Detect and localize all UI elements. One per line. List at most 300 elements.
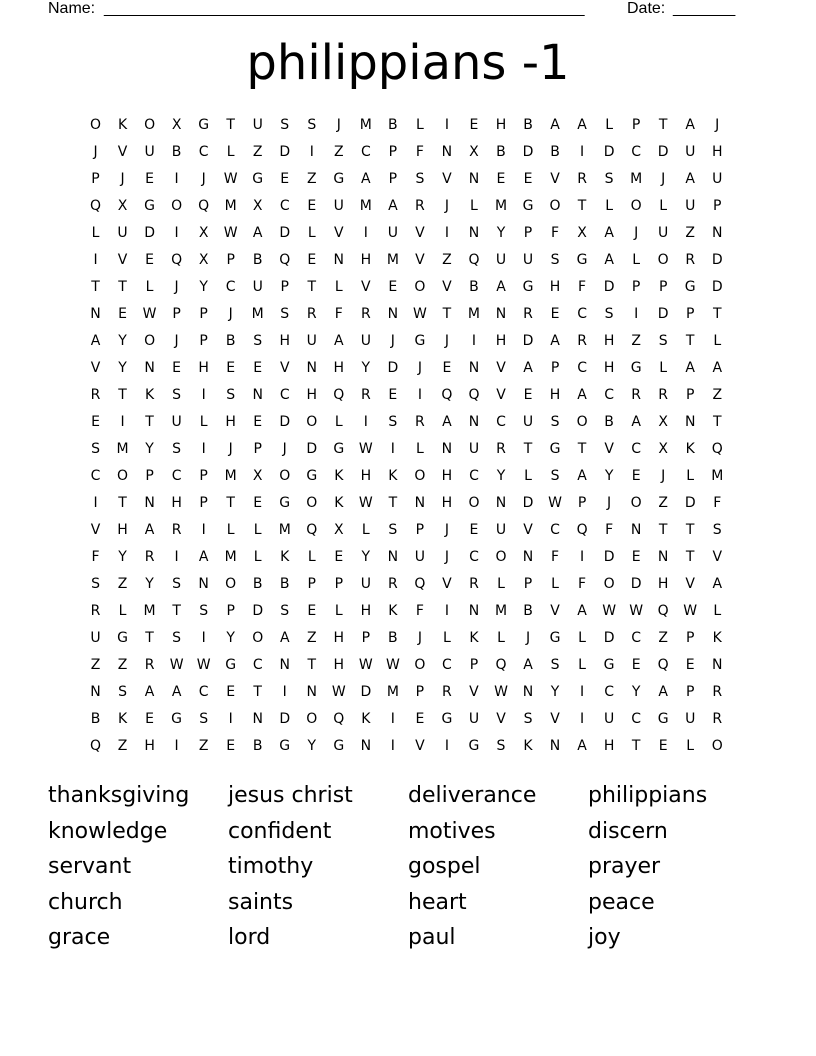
grid-letter: N (441, 440, 453, 457)
grid-letter: J (444, 521, 449, 538)
grid-letter: D (603, 629, 615, 646)
grid-letter: J (444, 548, 449, 565)
grid-letter: B (388, 116, 398, 133)
grid-letter: Z (90, 656, 101, 673)
grid-letter: U (252, 278, 263, 295)
grid-letter: V (90, 359, 101, 376)
grid-letter: M (116, 440, 129, 457)
grid-letter: E (388, 278, 398, 295)
grid-letter: M (143, 602, 156, 619)
grid-letter: A (523, 359, 533, 376)
grid-letter: O (90, 116, 102, 133)
grid-letter: V (361, 278, 371, 295)
grid-letter: D (522, 332, 534, 349)
grid-letter: H (549, 386, 561, 403)
grid-letter: I (363, 413, 368, 430)
grid-letter: O (225, 575, 237, 592)
grid-letter: B (388, 629, 398, 646)
grid-letter: C (279, 386, 290, 403)
grid-letter: K (280, 548, 290, 565)
grid-letter: Y (199, 278, 208, 295)
grid-letter: T (658, 521, 668, 538)
grid-letter: A (198, 548, 209, 565)
grid-letter: G (603, 656, 615, 673)
grid-letter: M (494, 197, 508, 214)
grid-letter: L (605, 116, 614, 133)
grid-letter: Z (442, 251, 452, 268)
grid-letter: W (331, 683, 346, 700)
grid-letter: T (685, 332, 695, 349)
grid-letter: D (603, 278, 615, 295)
grid-letter: D (630, 575, 642, 592)
grid-letter: L (91, 224, 100, 241)
grid-letter: Z (117, 737, 128, 754)
grid-letter: E (91, 413, 100, 430)
grid-letter: T (658, 116, 668, 133)
grid-letter: X (198, 224, 209, 241)
grid-letter: I (93, 251, 98, 268)
grid-letter: C (90, 467, 101, 484)
grid-letter: N (306, 683, 317, 700)
grid-letter: G (117, 629, 128, 646)
grid-letter: O (495, 548, 507, 565)
grid-letter: H (117, 521, 128, 538)
grid-letter: M (359, 116, 372, 133)
grid-letter: H (225, 413, 236, 430)
grid-letter: R (577, 332, 587, 349)
grid-letter: S (712, 521, 722, 538)
grid-letter: I (201, 521, 206, 538)
grid-row (82, 138, 732, 165)
grid-letter: Y (118, 359, 127, 376)
grid-letter: T (442, 305, 452, 322)
grid-letter: T (577, 197, 587, 214)
grid-letter: M (251, 305, 264, 322)
grid-letter: W (169, 656, 184, 673)
grid-letter: K (712, 629, 722, 646)
grid-letter: U (387, 224, 398, 241)
grid-letter: T (685, 521, 695, 538)
grid-row (82, 435, 732, 462)
grid-letter: A (712, 575, 723, 592)
grid-letter: O (468, 494, 480, 511)
grid-letter: V (523, 521, 533, 538)
grid-letter: X (117, 197, 128, 214)
grid-letter: N (657, 548, 669, 565)
grid-letter: T (307, 278, 317, 295)
grid-letter: I (444, 116, 449, 133)
grid-letter: Q (495, 656, 507, 673)
grid-letter: G (144, 197, 155, 214)
word-list-item: peace (588, 889, 655, 915)
grid-letter: P (415, 521, 425, 538)
grid-letter: Y (118, 548, 127, 565)
grid-letter: W (223, 224, 238, 241)
grid-letter: X (469, 143, 479, 160)
grid-letter: H (360, 467, 372, 484)
grid-letter: N (252, 710, 263, 727)
grid-letter: U (685, 710, 696, 727)
grid-letter: A (550, 332, 560, 349)
grid-letter: A (577, 467, 587, 484)
grid-letter: J (201, 170, 206, 187)
grid-letter: C (225, 278, 236, 295)
grid-letter: X (577, 224, 587, 241)
grid-letter: H (495, 332, 507, 349)
grid-letter: J (120, 170, 125, 187)
grid-letter: E (226, 359, 236, 376)
grid-letter: I (390, 737, 395, 754)
grid-letter: R (171, 521, 182, 538)
grid-letter: V (90, 521, 101, 538)
grid-letter: V (550, 710, 560, 727)
grid-letter: O (630, 494, 642, 511)
grid-letter: Q (90, 197, 102, 214)
grid-row (82, 381, 732, 408)
grid-letter: P (631, 116, 641, 133)
grid-letter: N (198, 575, 209, 592)
grid-letter: P (172, 305, 181, 322)
grid-letter: C (279, 197, 290, 214)
grid-letter: H (603, 332, 615, 349)
grid-letter: G (333, 440, 345, 457)
grid-letter: D (657, 305, 669, 322)
grid-letter: U (522, 251, 534, 268)
grid-letter: L (578, 629, 586, 646)
grid-letter: B (252, 575, 263, 592)
grid-letter: V (442, 278, 452, 295)
grid-letter: Z (685, 224, 695, 241)
grid-letter: O (603, 575, 615, 592)
grid-letter: P (685, 683, 695, 700)
grid-letter: S (91, 440, 100, 457)
grid-letter: O (306, 494, 318, 511)
grid-letter: M (630, 170, 643, 187)
grid-letter: Z (306, 170, 317, 187)
grid-letter: H (306, 386, 318, 403)
grid-letter: E (145, 710, 154, 727)
grid-letter: U (333, 197, 344, 214)
word-list-item: heart (408, 889, 467, 915)
grid-letter: U (658, 224, 669, 241)
grid-letter: S (172, 440, 182, 457)
grid-letter: I (363, 224, 368, 241)
word-list-item: saints (228, 889, 294, 915)
grid-letter: E (388, 386, 398, 403)
grid-letter: P (280, 278, 289, 295)
grid-row (82, 651, 732, 678)
grid-row (82, 327, 732, 354)
grid-letter: C (577, 359, 587, 376)
grid-letter: W (358, 656, 373, 673)
grid-letter: V (604, 440, 614, 457)
grid-letter: K (117, 116, 128, 133)
grid-letter: N (414, 494, 426, 511)
grid-letter: A (550, 116, 560, 133)
grid-letter: L (551, 575, 559, 592)
grid-letter: B (225, 332, 236, 349)
name-label: Name: (48, 0, 96, 17)
grid-letter: L (415, 440, 424, 457)
grid-letter: P (199, 467, 208, 484)
grid-letter: N (711, 224, 723, 241)
grid-letter: N (252, 386, 263, 403)
grid-letter: R (360, 386, 371, 403)
grid-letter: T (91, 278, 100, 295)
name-blank: ______________________________________________________ (104, 0, 585, 17)
grid-letter: G (441, 710, 453, 727)
grid-letter: E (253, 494, 263, 511)
grid-letter: E (172, 359, 182, 376)
grid-row (82, 354, 732, 381)
grid-letter: A (144, 521, 155, 538)
grid-letter: J (417, 359, 422, 376)
grid-letter: Q (441, 386, 453, 403)
grid-letter: A (577, 602, 587, 619)
grid-letter: C (171, 467, 182, 484)
grid-letter: A (604, 251, 614, 268)
grid-letter: E (334, 548, 344, 565)
grid-letter: B (523, 116, 533, 133)
grid-letter: E (550, 305, 560, 322)
grid-letter: J (282, 440, 287, 457)
grid-letter: P (388, 143, 398, 160)
grid-letter: X (658, 413, 668, 430)
grid-letter: V (117, 143, 128, 160)
grid-letter: O (711, 737, 723, 754)
grid-letter: R (90, 602, 101, 619)
word-list-item: prayer (588, 854, 661, 880)
grid-letter: V (712, 548, 723, 565)
grid-letter: E (226, 683, 236, 700)
grid-letter: A (523, 656, 533, 673)
grid-letter: S (550, 656, 560, 673)
grid-letter: D (279, 413, 291, 430)
grid-letter: E (469, 521, 479, 538)
grid-letter: S (388, 521, 398, 538)
grid-letter: R (685, 251, 696, 268)
grid-letter: S (280, 116, 290, 133)
date-label: Date: (627, 0, 666, 17)
grid-letter: N (711, 656, 723, 673)
grid-letter: S (550, 467, 560, 484)
grid-letter: S (172, 629, 182, 646)
grid-letter: P (199, 305, 208, 322)
grid-letter: V (442, 575, 452, 592)
grid-letter: L (632, 251, 641, 268)
grid-letter: H (279, 332, 290, 349)
grid-letter: S (199, 710, 209, 727)
grid-letter: E (415, 710, 425, 727)
word-list (48, 778, 768, 956)
grid-letter: S (496, 737, 506, 754)
grid-letter: G (225, 656, 237, 673)
grid-letter: X (334, 521, 344, 538)
grid-letter: P (631, 278, 641, 295)
word-list-item: joy (588, 925, 621, 951)
grid-letter: S (199, 602, 209, 619)
grid-letter: L (361, 521, 370, 538)
grid-letter: S (172, 575, 182, 592)
grid-letter: S (550, 251, 560, 268)
grid-letter: O (117, 467, 129, 484)
grid-letter: R (360, 305, 371, 322)
grid-letter: A (361, 170, 371, 187)
grid-letter: N (279, 656, 290, 673)
grid-row (82, 678, 732, 705)
grid-letter: R (631, 386, 641, 403)
grid-letter: S (280, 305, 290, 322)
grid-letter: P (685, 305, 695, 322)
grid-letter: R (144, 548, 155, 565)
grid-letter: T (523, 440, 533, 457)
word-list-item: knowledge (48, 818, 168, 844)
grid-letter: C (198, 683, 209, 700)
grid-letter: W (494, 683, 508, 700)
grid-letter: U (495, 521, 507, 538)
grid-letter: B (252, 251, 263, 268)
grid-letter: X (252, 197, 263, 214)
grid-letter: O (279, 467, 291, 484)
grid-letter: W (548, 494, 562, 511)
grid-letter: Q (171, 251, 183, 268)
grid-letter: D (603, 143, 615, 160)
grid-letter: N (360, 737, 372, 754)
grid-letter: W (142, 305, 157, 322)
grid-letter: D (657, 143, 669, 160)
grid-letter: F (415, 143, 424, 160)
word-list-item: motives (408, 818, 496, 844)
grid-letter: P (91, 170, 100, 187)
grid-letter: L (253, 521, 262, 538)
grid-letter: I (282, 683, 287, 700)
grid-letter: C (360, 143, 371, 160)
grid-letter: E (253, 359, 263, 376)
grid-letter: A (334, 332, 344, 349)
grid-letter: G (522, 278, 534, 295)
grid-letter: S (604, 305, 614, 322)
grid-row (82, 624, 732, 651)
grid-letter: E (631, 656, 641, 673)
grid-letter: H (657, 575, 669, 592)
grid-letter: O (144, 116, 156, 133)
grid-letter: N (441, 143, 453, 160)
grid-letter: B (279, 575, 290, 592)
grid-letter: R (658, 386, 669, 403)
grid-letter: D (387, 359, 399, 376)
grid-letter: P (523, 575, 533, 592)
grid-letter: N (333, 251, 345, 268)
grid-letter: F (551, 224, 560, 241)
grid-letter: T (253, 683, 262, 700)
grid-letter: M (467, 305, 480, 322)
grid-letter: M (386, 251, 399, 268)
grid-letter: E (523, 170, 533, 187)
grid-letter: S (280, 602, 290, 619)
word-list-item: deliverance (408, 783, 537, 808)
grid-letter: M (278, 521, 291, 538)
grid-letter: C (252, 656, 263, 673)
grid-letter: U (468, 710, 480, 727)
grid-letter: R (144, 656, 155, 673)
grid-letter: V (415, 224, 425, 241)
grid-letter: G (522, 197, 534, 214)
word-search-grid (82, 111, 732, 759)
grid-letter: E (523, 386, 533, 403)
grid-letter: S (604, 170, 614, 187)
grid-letter: V (550, 170, 560, 187)
grid-letter: U (306, 332, 317, 349)
grid-letter: L (686, 467, 695, 484)
grid-letter: Y (361, 548, 371, 565)
grid-letter: Z (306, 629, 317, 646)
grid-letter: Q (468, 386, 480, 403)
grid-letter: H (171, 494, 182, 511)
grid-letter: P (253, 440, 262, 457)
grid-letter: W (358, 440, 373, 457)
grid-letter: W (602, 602, 617, 619)
grid-letter: V (496, 710, 506, 727)
grid-letter: H (333, 359, 345, 376)
grid-letter: O (576, 413, 588, 430)
word-list-item: grace (48, 925, 111, 951)
grid-letter: I (444, 602, 449, 619)
grid-letter: J (661, 467, 666, 484)
grid-letter: S (415, 170, 425, 187)
grid-letter: I (444, 224, 449, 241)
grid-letter: G (549, 629, 561, 646)
grid-letter: Z (658, 629, 668, 646)
grid-letter: G (252, 170, 264, 187)
grid-letter: U (90, 629, 101, 646)
grid-letter: P (577, 494, 587, 511)
grid-letter: L (659, 197, 668, 214)
grid-letter: I (93, 494, 98, 511)
grid-letter: L (470, 197, 478, 214)
grid-letter: K (388, 467, 398, 484)
grid-letter: N (468, 602, 480, 619)
grid-letter: J (174, 332, 179, 349)
grid-letter: F (415, 602, 424, 619)
grid-letter: N (630, 521, 642, 538)
grid-letter: U (685, 143, 696, 160)
grid-row (82, 165, 732, 192)
grid-letter: B (550, 143, 560, 160)
grid-letter: C (198, 143, 209, 160)
grid-letter: D (711, 251, 723, 268)
grid-letter: T (172, 602, 181, 619)
word-list-item: servant (48, 854, 132, 880)
grid-letter: E (145, 170, 154, 187)
grid-letter: B (496, 143, 506, 160)
grid-letter: Y (145, 440, 154, 457)
grid-letter: O (306, 710, 318, 727)
grid-letter: H (711, 143, 723, 160)
grid-letter: E (496, 170, 506, 187)
grid-letter: I (174, 737, 179, 754)
grid-letter: L (659, 359, 668, 376)
grid-letter: V (334, 224, 344, 241)
grid-letter: T (307, 656, 317, 673)
grid-letter: H (333, 656, 345, 673)
grid-letter: D (603, 548, 615, 565)
grid-letter: S (91, 575, 100, 592)
grid-letter: H (333, 629, 345, 646)
grid-letter: V (496, 359, 506, 376)
grid-letter: C (550, 521, 560, 538)
grid-letter: L (578, 656, 586, 673)
grid-letter: S (307, 116, 317, 133)
